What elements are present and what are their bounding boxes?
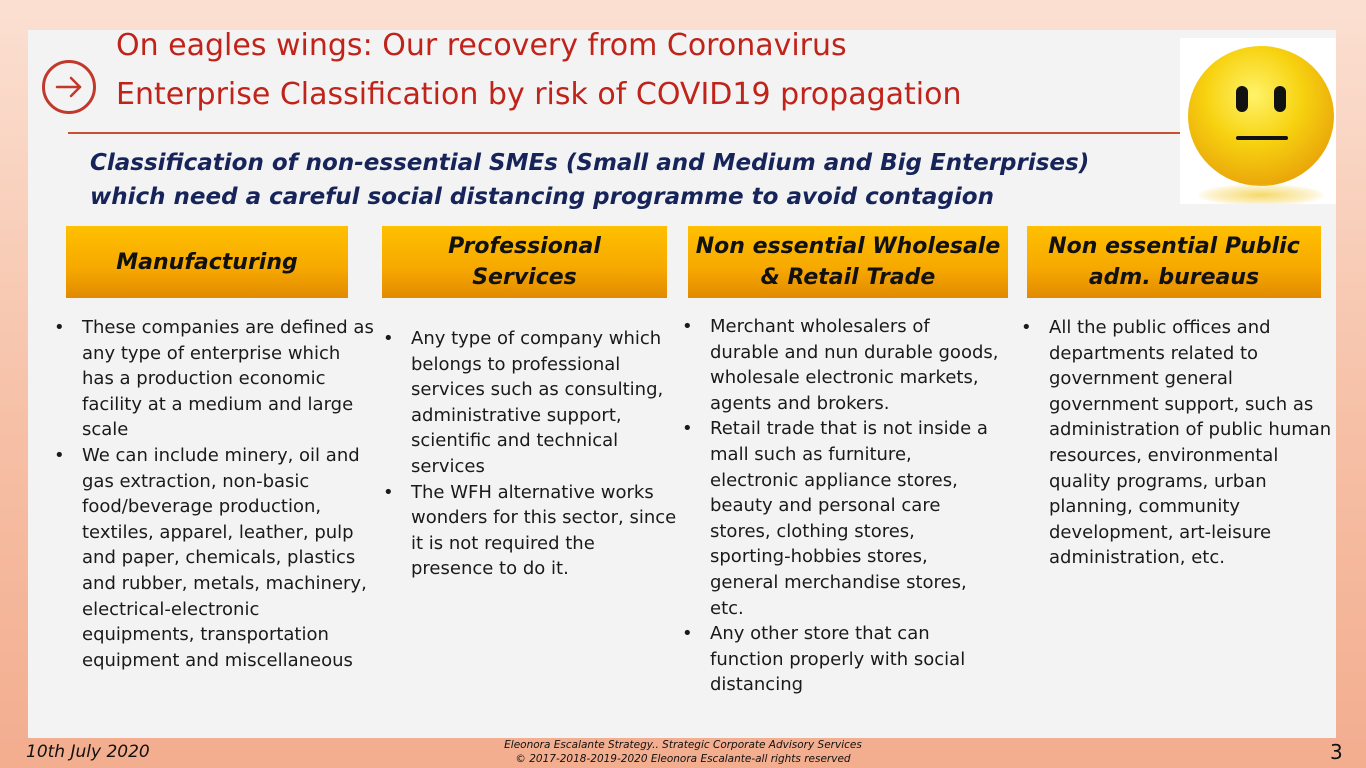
page-number: 3 (1330, 740, 1343, 764)
mouth (1236, 136, 1288, 140)
list-item: • All the public offices and departments related to government general government support, such as administration of public human resources, environmental quality programs, urban planning, community development, art-leisure administration, etc. (1017, 315, 1335, 571)
category-header-wholesale-retail (688, 226, 1008, 298)
left-eye (1236, 86, 1248, 112)
list-item: • The WFH alternative works wonders for this sector, since it is not required the presence to do it. (379, 480, 677, 582)
footer-credit (440, 738, 926, 766)
right-eye (1274, 86, 1286, 112)
category-label-line1: Professional (448, 234, 601, 259)
list-item: • Retail trade that is not inside a mall such as furniture, electronic appliance stores, beauty and personal care stores, clothing stores, sporting-hobbies stores, general merchandise stores, etc. (678, 416, 1000, 621)
emoji-reflection (1198, 184, 1324, 204)
manufacturing-description (50, 315, 375, 673)
neutral-face-icon (1188, 46, 1334, 186)
category-header-manufacturing (66, 226, 348, 298)
category-label-line1: Non essential Public (1048, 234, 1300, 259)
title-divider (68, 132, 1180, 134)
category-header-professional-services (382, 226, 667, 298)
slide-title-line1: On eagles wings: Our recovery from Coronavirus (116, 28, 847, 63)
neutral-face-emoji-image (1180, 38, 1336, 204)
wholesale-retail-description (678, 314, 1000, 698)
public-bureaus-description (1017, 315, 1335, 571)
footer-date: 10th July 2020 (26, 742, 150, 762)
list-item: • We can include minery, oil and gas extraction, non-basic food/beverage production, textiles, apparel, leather, pulp and paper, chemicals, plastics and rubber, metals, machinery, electrical-electronic equipments, transportation equipment and miscellaneous (50, 443, 375, 673)
category-label-line1: Manufacturing (116, 249, 298, 275)
list-item: • These companies are defined as any type of enterprise which has a production economic facility at a medium and large scale (50, 315, 375, 443)
list-item: • Any other store that can function properly with social distancing (678, 621, 1000, 698)
category-header-public-bureaus (1027, 226, 1321, 298)
footer-credit-line2: © 2017-2018-2019-2020 Eleonora Escalante-all rights reserved (515, 753, 851, 765)
category-label-line2: Services (472, 265, 577, 290)
category-label-line2: & Retail Trade (760, 265, 936, 290)
subtitle-line1: Classification of non-essential SMEs (Small and Medium and Big Enterprises) (90, 150, 1090, 176)
arrow-right-circle-icon (42, 60, 96, 114)
professional-services-description (379, 326, 677, 582)
slide-subtitle (90, 146, 1170, 214)
subtitle-line2: which need a careful social distancing programme to avoid contagion (90, 184, 994, 210)
list-item: • Any type of company which belongs to professional services such as consulting, administrative support, scientific and technical services (379, 326, 677, 480)
slide-title-line2: Enterprise Classification by risk of COVID19 propagation (116, 77, 962, 112)
category-label-line1: Non essential Wholesale (695, 234, 1001, 259)
category-label-line2: adm. bureaus (1088, 265, 1260, 290)
footer-credit-line1: Eleonora Escalante Strategy.. Strategic Corporate Advisory Services (504, 739, 862, 751)
list-item: • Merchant wholesalers of durable and nun durable goods, wholesale electronic markets, agents and brokers. (678, 314, 1000, 416)
